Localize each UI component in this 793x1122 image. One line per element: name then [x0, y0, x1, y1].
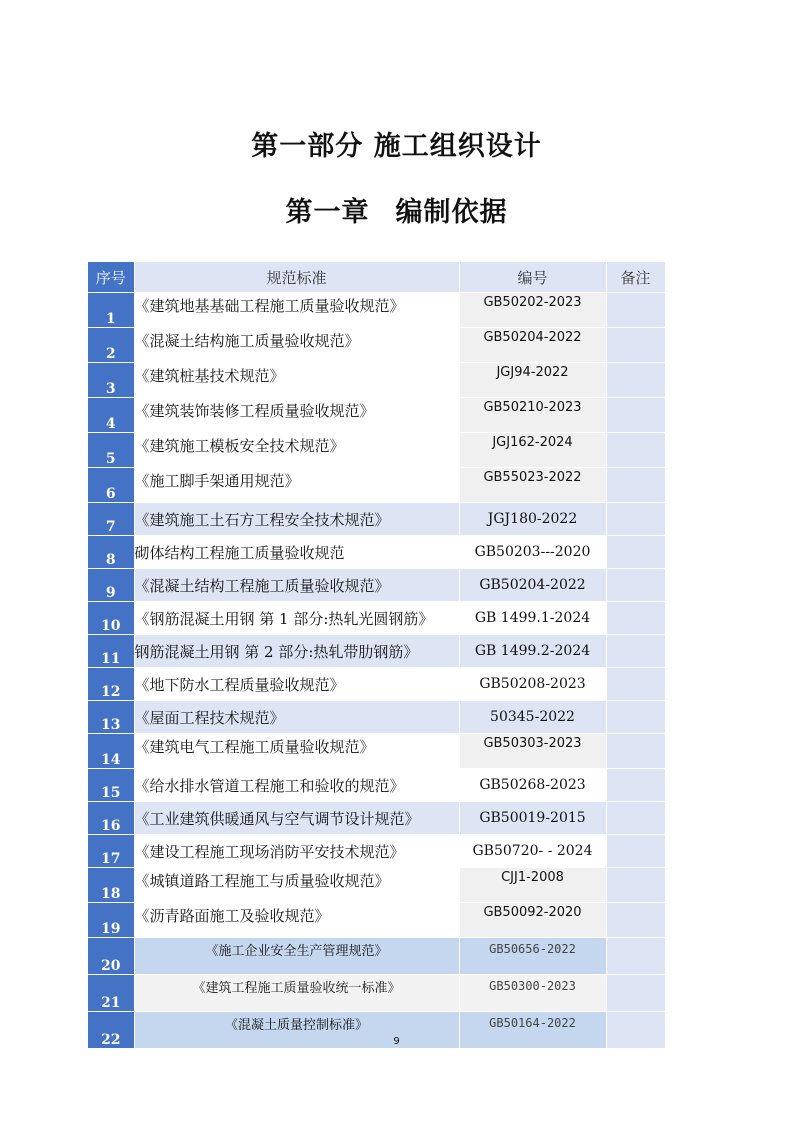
standard-note: [606, 433, 665, 468]
standard-name: 钢筋混凝土用钢 第 2 部分:热轧带肋钢筋》: [134, 635, 459, 668]
row-number: 3: [88, 363, 134, 398]
standard-name: 《建筑施工土石方工程安全技术规范》: [134, 503, 459, 536]
row-number: 20: [88, 938, 134, 975]
table-row: [88, 734, 665, 769]
standard-code: GB50210-2023: [459, 398, 606, 433]
standard-note: [606, 938, 665, 975]
table-row: [88, 503, 665, 536]
standard-code: CJJ1-2008: [459, 868, 606, 903]
row-number: 2: [88, 328, 134, 363]
standard-code: GB50656-2022: [459, 938, 606, 975]
chapter-number: 第一章: [285, 197, 370, 228]
row-number: 21: [88, 975, 134, 1012]
row-number: 14: [88, 734, 134, 769]
table-row: [88, 975, 665, 1012]
table-row: [88, 328, 665, 363]
standard-note: [606, 903, 665, 938]
standard-note: [606, 398, 665, 433]
standard-name: 《建筑施工模板安全技术规范》: [134, 433, 459, 468]
standard-code: GB50208-2023: [459, 668, 606, 701]
standard-code: GB50303-2023: [459, 734, 606, 769]
row-number: 13: [88, 701, 134, 734]
row-number: 22: [88, 1012, 134, 1049]
standard-note: [606, 734, 665, 769]
standard-note: [606, 802, 665, 835]
table-row: [88, 868, 665, 903]
standard-name: 《混凝土结构施工质量验收规范》: [134, 328, 459, 363]
table-row: [88, 536, 665, 569]
row-number: 6: [88, 468, 134, 503]
header-code: 编号: [459, 262, 606, 293]
standard-note: [606, 569, 665, 602]
standard-code: GB55023-2022: [459, 468, 606, 503]
standard-code: JGJ94-2022: [459, 363, 606, 398]
table-row: [88, 635, 665, 668]
row-number: 1: [88, 293, 134, 328]
standard-note: [606, 835, 665, 868]
table-row: [88, 903, 665, 938]
standard-name: 《给水排水管道工程施工和验收的规范》: [134, 769, 459, 802]
row-number: 16: [88, 802, 134, 835]
standard-note: [606, 503, 665, 536]
standard-note: [606, 635, 665, 668]
row-number: 4: [88, 398, 134, 433]
standard-note: [606, 363, 665, 398]
standard-code: GB50202-2023: [459, 293, 606, 328]
table-row: [88, 835, 665, 868]
table-row: [88, 668, 665, 701]
standard-note: [606, 975, 665, 1012]
standard-code: JGJ180-2022: [459, 503, 606, 536]
standard-name: 《钢筋混凝土用钢 第 1 部分:热轧光圆钢筋》: [134, 602, 459, 635]
standard-note: [606, 769, 665, 802]
standard-code: 50345-2022: [459, 701, 606, 734]
chapter-title: [0, 190, 793, 229]
table-row: [88, 569, 665, 602]
standard-note: [606, 293, 665, 328]
standard-code: GB50164-2022: [459, 1012, 606, 1049]
standard-code: GB50204-2022: [459, 328, 606, 363]
row-number: 9: [88, 569, 134, 602]
row-number: 8: [88, 536, 134, 569]
header-note: 备注: [606, 262, 665, 293]
standard-name: 《地下防水工程质量验收规范》: [134, 668, 459, 701]
part-title: 第一部分 施工组织设计: [251, 131, 542, 162]
standard-name: 《施工脚手架通用规范》: [134, 468, 459, 503]
page-number: 9: [393, 1036, 400, 1047]
standard-note: [606, 868, 665, 903]
standard-name: 砌体结构工程施工质量验收规范: [134, 536, 459, 569]
standard-name: 《建筑工程施工质量验收统一标准》: [134, 975, 459, 1012]
standard-code: GB50203---2020: [459, 536, 606, 569]
table-row: [88, 468, 665, 503]
table-row: [88, 433, 665, 468]
standard-name: 《屋面工程技术规范》: [134, 701, 459, 734]
standard-name: 《建设工程施工现场消防平安技术规范》: [134, 835, 459, 868]
standard-code: GB50720- - 2024: [459, 835, 606, 868]
row-number: 15: [88, 769, 134, 802]
table-row: [88, 938, 665, 975]
standard-note: [606, 468, 665, 503]
row-number: 10: [88, 602, 134, 635]
table-row: [88, 802, 665, 835]
row-number: 12: [88, 668, 134, 701]
standard-name: 《沥青路面施工及验收规范》: [134, 903, 459, 938]
standard-name: 《城镇道路工程施工与质量验收规范》: [134, 868, 459, 903]
header-no: 序号: [88, 262, 134, 293]
standard-code: GB50204-2022: [459, 569, 606, 602]
row-number: 19: [88, 903, 134, 938]
standard-note: [606, 701, 665, 734]
standard-code: GB 1499.1-2024: [459, 602, 606, 635]
standard-name: 《建筑地基基础工程施工质量验收规范》: [134, 293, 459, 328]
standard-name: 《混凝土质量控制标准》: [134, 1012, 459, 1049]
table-row: [88, 602, 665, 635]
table-header-row: [88, 262, 665, 293]
chapter-name: 编制依据: [395, 197, 508, 228]
standard-name: 《建筑桩基技术规范》: [134, 363, 459, 398]
standard-name: 《建筑装饰装修工程质量验收规范》: [134, 398, 459, 433]
standard-name: 《施工企业安全生产管理规范》: [134, 938, 459, 975]
standard-code: JGJ162-2024: [459, 433, 606, 468]
standard-note: [606, 668, 665, 701]
table-row: [88, 293, 665, 328]
standard-name: 《混凝土结构工程施工质量验收规范》: [134, 569, 459, 602]
table-row: [88, 769, 665, 802]
standard-note: [606, 602, 665, 635]
row-number: 11: [88, 635, 134, 668]
standard-code: GB 1499.2-2024: [459, 635, 606, 668]
standard-code: GB50268-2023: [459, 769, 606, 802]
standard-code: GB50019-2015: [459, 802, 606, 835]
standard-note: [606, 536, 665, 569]
standard-note: [606, 328, 665, 363]
standard-code: GB50092-2020: [459, 903, 606, 938]
standard-code: GB50300-2023: [459, 975, 606, 1012]
row-number: 17: [88, 835, 134, 868]
row-number: 7: [88, 503, 134, 536]
standard-name: 《建筑电气工程施工质量验收规范》: [134, 734, 459, 769]
table-row: [88, 701, 665, 734]
standards-table: [88, 262, 666, 1049]
table-row: [88, 398, 665, 433]
table-row: [88, 363, 665, 398]
header-name: 规范标准: [134, 262, 459, 293]
row-number: 18: [88, 868, 134, 903]
standard-name: 《工业建筑供暖通风与空气调节设计规范》: [134, 802, 459, 835]
row-number: 5: [88, 433, 134, 468]
